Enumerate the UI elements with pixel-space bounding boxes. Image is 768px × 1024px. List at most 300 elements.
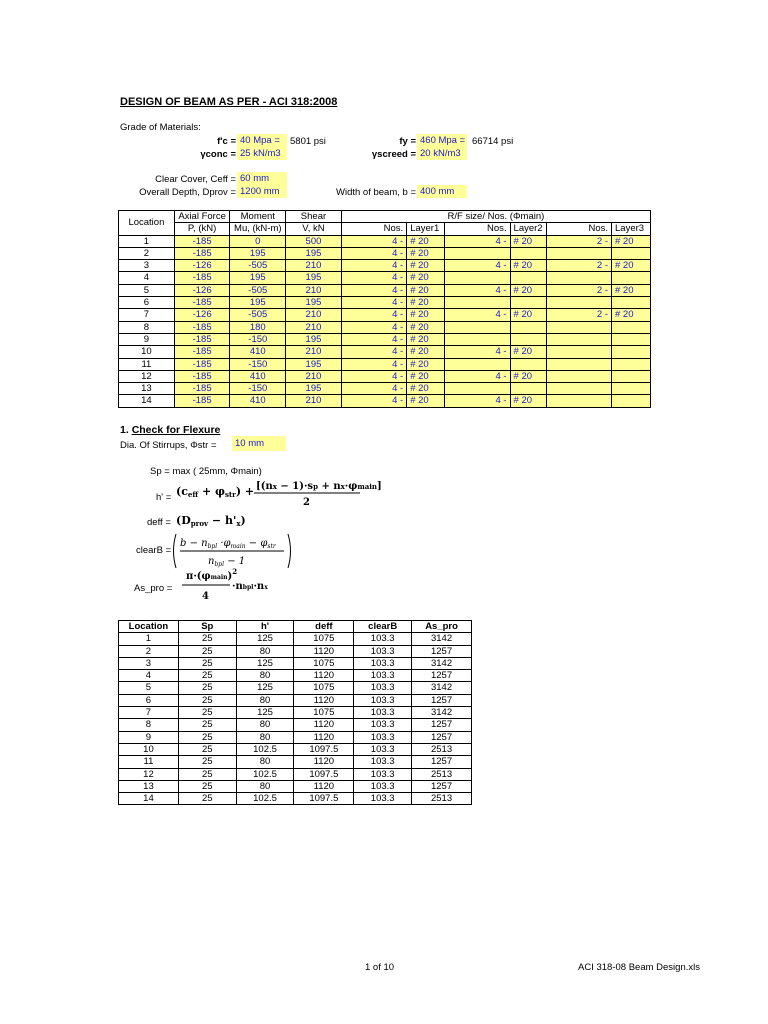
table-cell: # 20: [510, 260, 546, 272]
load-table: [118, 210, 651, 408]
table-cell: 2513: [412, 768, 472, 780]
table-cell: # 20: [407, 358, 445, 370]
table-cell: 80: [236, 731, 294, 743]
header-axial-unit: P, (kN): [174, 223, 230, 235]
table-cell: 3142: [412, 707, 472, 719]
table-cell: 1257: [412, 756, 472, 768]
table-cell: -126: [174, 309, 230, 321]
table-cell: 125: [236, 633, 294, 645]
table-cell: 80: [236, 719, 294, 731]
table-cell: 5: [119, 682, 179, 694]
table-cell: 1: [119, 235, 175, 247]
table-row: [119, 682, 472, 694]
table-cell: # 20: [612, 284, 651, 296]
table-cell: 8: [119, 719, 179, 731]
table-cell: 0: [230, 235, 286, 247]
table-row: [119, 358, 651, 370]
cover-label: Clear Cover, Ceff =: [155, 174, 236, 185]
table-cell: 4 -: [341, 272, 406, 284]
table-cell: # 20: [407, 260, 445, 272]
table-cell: 4 -: [445, 260, 510, 272]
depth-value: 1200 mm: [237, 185, 287, 198]
table-cell: # 20: [510, 235, 546, 247]
table-row: [119, 694, 472, 706]
table-cell: 125: [236, 707, 294, 719]
table-row: [119, 670, 472, 682]
fy-label: fy =: [399, 136, 416, 147]
table-cell: [445, 247, 510, 259]
t2-header-clearb: clearB: [354, 621, 412, 633]
table-cell: 195: [230, 272, 286, 284]
table-cell: # 20: [407, 247, 445, 259]
table-cell: 1257: [412, 780, 472, 792]
table-cell: 1120: [294, 670, 354, 682]
table-cell: 103.3: [354, 645, 412, 657]
table-row: [119, 780, 472, 792]
table-cell: 1075: [294, 657, 354, 669]
table-cell: 80: [236, 780, 294, 792]
table-cell: -185: [174, 321, 230, 333]
table-cell: [510, 321, 546, 333]
table-cell: -150: [230, 333, 286, 345]
table-cell: 9: [119, 731, 179, 743]
table-cell: 4 -: [341, 297, 406, 309]
table-cell: 103.3: [354, 707, 412, 719]
stirrup-value: 10 mm: [232, 436, 286, 451]
table-cell: 500: [286, 235, 342, 247]
gamma-conc-value: 25 kN/m3: [237, 147, 287, 160]
table-cell: 2513: [412, 743, 472, 755]
table-cell: [546, 333, 611, 345]
table-cell: 1120: [294, 756, 354, 768]
width-label: Width of beam, b =: [336, 187, 416, 198]
table-cell: # 20: [510, 370, 546, 382]
table-cell: 103.3: [354, 694, 412, 706]
depth-label: Overall Depth, Dprov =: [139, 187, 236, 198]
table-cell: 25: [178, 731, 236, 743]
table-cell: 25: [178, 657, 236, 669]
table-cell: [612, 395, 651, 407]
gamma-screed-value: 20 kN/m3: [417, 147, 467, 160]
table-cell: 1075: [294, 707, 354, 719]
table-row: [119, 731, 472, 743]
table-cell: 102.5: [236, 768, 294, 780]
table-cell: [612, 346, 651, 358]
table-cell: 13: [119, 383, 175, 395]
table-cell: -126: [174, 260, 230, 272]
flexure-table: [118, 620, 472, 805]
table-cell: 1120: [294, 645, 354, 657]
table-cell: 10: [119, 743, 179, 755]
table-cell: 125: [236, 657, 294, 669]
table-cell: [546, 297, 611, 309]
table-cell: [546, 395, 611, 407]
table-cell: [612, 297, 651, 309]
table-cell: 25: [178, 743, 236, 755]
aspro-formula: [174, 566, 284, 606]
table-cell: 25: [178, 768, 236, 780]
t2-header-aspro: As_pro: [412, 621, 472, 633]
table-cell: 195: [286, 247, 342, 259]
table-cell: -185: [174, 358, 230, 370]
table-cell: -150: [230, 358, 286, 370]
table-cell: 4 -: [341, 383, 406, 395]
table-cell: -505: [230, 260, 286, 272]
table-cell: 4 -: [341, 333, 406, 345]
table-cell: -185: [174, 235, 230, 247]
table-cell: 3142: [412, 682, 472, 694]
t2-header-sp: Sp: [178, 621, 236, 633]
table-cell: [612, 247, 651, 259]
table-row: [119, 346, 651, 358]
header-moment: Moment: [230, 211, 286, 223]
table-cell: 103.3: [354, 768, 412, 780]
table-row: [119, 743, 472, 755]
header-rf: R/F size/ Nos. (Φmain): [341, 211, 650, 223]
table-cell: 1257: [412, 670, 472, 682]
table-cell: 103.3: [354, 731, 412, 743]
table-row: [119, 383, 651, 395]
table-cell: -185: [174, 247, 230, 259]
fy-value: 460 Mpa =: [417, 134, 467, 147]
table-row: [119, 260, 651, 272]
table-cell: 25: [178, 694, 236, 706]
svg-text:b − nbpl ·φmain − φstr: $b - n_{bpl} \cdot\varphi_{main} - \varphi_{str}$: [180, 538, 276, 550]
table-cell: 4 -: [445, 235, 510, 247]
table-cell: 9: [119, 333, 175, 345]
table-cell: 410: [230, 346, 286, 358]
table-cell: 210: [286, 346, 342, 358]
table-cell: 210: [286, 321, 342, 333]
table-cell: [510, 272, 546, 284]
table-cell: 25: [178, 633, 236, 645]
fc-psi: 5801 psi: [290, 136, 326, 147]
table-cell: 2 -: [546, 235, 611, 247]
table-cell: # 20: [407, 370, 445, 382]
table-row: [119, 645, 472, 657]
table-cell: -185: [174, 297, 230, 309]
t2-header-location: Location: [119, 621, 179, 633]
table-row: [119, 756, 472, 768]
page-title: DESIGN OF BEAM AS PER - ACI 318:2008: [120, 96, 338, 108]
table-cell: 2 -: [546, 284, 611, 296]
header-shear: Shear: [286, 211, 342, 223]
table-cell: -126: [174, 284, 230, 296]
table-row: [119, 633, 472, 645]
table-cell: 80: [236, 694, 294, 706]
table-cell: 25: [178, 719, 236, 731]
stirrup-label: Dia. Of Stirrups, Φstr =: [120, 440, 217, 451]
svg-text:(ceff + φstr) +: (ceff + φstr) +: [176, 485, 255, 499]
header-layer2: Layer2: [510, 223, 546, 235]
table-cell: [546, 383, 611, 395]
table-cell: 103.3: [354, 633, 412, 645]
table-cell: 180: [230, 321, 286, 333]
sp-formula: Sp = max ( 25mm, Φmain): [150, 466, 262, 477]
table-cell: # 20: [407, 309, 445, 321]
table-cell: 1257: [412, 719, 472, 731]
table-cell: 102.5: [236, 793, 294, 805]
table-cell: [510, 383, 546, 395]
table-cell: 4 -: [341, 321, 406, 333]
svg-text:2: 2: [303, 497, 310, 508]
header-nos-1: Nos.: [341, 223, 406, 235]
table-cell: 1120: [294, 719, 354, 731]
table-cell: 2 -: [546, 309, 611, 321]
table-cell: 10: [119, 346, 175, 358]
table-cell: -185: [174, 272, 230, 284]
gamma-screed-label: γscreed =: [371, 149, 416, 160]
fc-value: 40 Mpa =: [237, 134, 287, 147]
table-cell: 4 -: [445, 309, 510, 321]
table-cell: # 20: [407, 333, 445, 345]
table-cell: -505: [230, 284, 286, 296]
table-cell: 210: [286, 395, 342, 407]
table-cell: 12: [119, 370, 175, 382]
table-cell: 103.3: [354, 682, 412, 694]
table-cell: 12: [119, 768, 179, 780]
table-row: [119, 707, 472, 719]
table-cell: -185: [174, 395, 230, 407]
table-cell: 210: [286, 284, 342, 296]
table-cell: 1097.5: [294, 768, 354, 780]
header-nos-2: Nos.: [445, 223, 510, 235]
aspro-label: As_pro =: [134, 583, 173, 594]
table-cell: 4 -: [341, 247, 406, 259]
svg-text:4: 4: [202, 591, 209, 602]
table-cell: 1257: [412, 645, 472, 657]
table-cell: 5: [119, 284, 175, 296]
table-cell: 1120: [294, 780, 354, 792]
table-cell: # 20: [407, 321, 445, 333]
table-cell: 2513: [412, 793, 472, 805]
table-cell: 14: [119, 395, 175, 407]
table-cell: [510, 358, 546, 370]
table-cell: 1257: [412, 694, 472, 706]
table-row: [119, 333, 651, 345]
table-cell: 1120: [294, 694, 354, 706]
table-cell: -505: [230, 309, 286, 321]
table-cell: 195: [286, 358, 342, 370]
table-cell: # 20: [510, 346, 546, 358]
header-axial: Axial Force: [174, 211, 230, 223]
table-cell: # 20: [407, 235, 445, 247]
table-cell: 195: [230, 297, 286, 309]
table-cell: 195: [230, 247, 286, 259]
table-cell: 4 -: [341, 346, 406, 358]
table-cell: # 20: [612, 235, 651, 247]
table-cell: 11: [119, 358, 175, 370]
table-cell: 195: [286, 333, 342, 345]
table-cell: 2 -: [546, 260, 611, 272]
table-cell: 1: [119, 633, 179, 645]
header-moment-unit: Mu, (kN-m): [230, 223, 286, 235]
h-formula: [174, 478, 382, 512]
table-cell: 3: [119, 260, 175, 272]
file-name: ACI 318-08 Beam Design.xls: [578, 962, 700, 973]
deff-formula: [174, 510, 264, 530]
t2-header-h: h': [236, 621, 294, 633]
table-cell: 1120: [294, 731, 354, 743]
table-cell: 7: [119, 309, 175, 321]
deff-label: deff =: [147, 517, 171, 528]
table-cell: 1075: [294, 633, 354, 645]
table-cell: 80: [236, 670, 294, 682]
table-cell: [510, 247, 546, 259]
table-cell: [445, 333, 510, 345]
table-row: [119, 793, 472, 805]
table-row: [119, 235, 651, 247]
table-cell: -185: [174, 333, 230, 345]
table-cell: 410: [230, 370, 286, 382]
table-cell: # 20: [407, 395, 445, 407]
table-cell: [445, 297, 510, 309]
materials-heading: Grade of Materials:: [120, 122, 201, 133]
table-cell: 103.3: [354, 743, 412, 755]
table-cell: -150: [230, 383, 286, 395]
table-cell: 4 -: [341, 370, 406, 382]
table-cell: 195: [286, 272, 342, 284]
table-cell: # 20: [612, 260, 651, 272]
table-row: [119, 247, 651, 259]
table-cell: 11: [119, 756, 179, 768]
table-row: [119, 719, 472, 731]
table-row: [119, 370, 651, 382]
clearb-label: clearB =: [136, 545, 172, 556]
table-cell: 6: [119, 297, 175, 309]
table-cell: 2: [119, 645, 179, 657]
table-cell: 25: [178, 670, 236, 682]
cover-value: 60 mm: [237, 172, 287, 185]
table-cell: # 20: [407, 346, 445, 358]
gamma-conc-label: γconc =: [200, 149, 236, 160]
fy-psi: 66714 psi: [472, 136, 514, 147]
h-label: h' =: [156, 492, 172, 503]
table-cell: 4 -: [341, 235, 406, 247]
table-cell: 102.5: [236, 743, 294, 755]
table-cell: 25: [178, 780, 236, 792]
table-cell: # 20: [407, 272, 445, 284]
table-cell: 4 -: [341, 309, 406, 321]
fc-label: f'c =: [217, 136, 236, 147]
table-cell: 103.3: [354, 756, 412, 768]
table-cell: # 20: [510, 309, 546, 321]
table-cell: 6: [119, 694, 179, 706]
table-cell: [612, 333, 651, 345]
table-row: [119, 321, 651, 333]
table-cell: [445, 272, 510, 284]
svg-text:[(nx − 1)·sp + nx·φmain]: [(nx − 1)·sp + nx·φmain]: [256, 481, 382, 492]
table-cell: 3: [119, 657, 179, 669]
table-cell: # 20: [510, 395, 546, 407]
table-cell: 4: [119, 670, 179, 682]
table-row: [119, 768, 472, 780]
table-cell: 103.3: [354, 780, 412, 792]
table-cell: [445, 358, 510, 370]
table-cell: 4 -: [445, 370, 510, 382]
table-cell: 1075: [294, 682, 354, 694]
table-cell: 103.3: [354, 670, 412, 682]
table-cell: 3142: [412, 657, 472, 669]
table-row: [119, 395, 651, 407]
table-cell: # 20: [510, 284, 546, 296]
table-cell: 103.3: [354, 793, 412, 805]
svg-text:(Dprov − h'x): (Dprov − h'x): [176, 514, 246, 528]
table-cell: 4 -: [445, 346, 510, 358]
table-cell: 1097.5: [294, 743, 354, 755]
table-cell: [546, 272, 611, 284]
table-cell: 195: [286, 383, 342, 395]
svg-text:·nbpl·nx: ·nbpl·nx: [232, 581, 268, 592]
table-cell: -185: [174, 383, 230, 395]
table-row: [119, 272, 651, 284]
table-cell: 125: [236, 682, 294, 694]
table-row: [119, 284, 651, 296]
table-cell: 103.3: [354, 657, 412, 669]
table-cell: [546, 247, 611, 259]
table-cell: 25: [178, 707, 236, 719]
table-cell: [612, 358, 651, 370]
table-cell: 4 -: [341, 358, 406, 370]
table-cell: 4 -: [445, 284, 510, 296]
table-cell: [612, 370, 651, 382]
table-cell: 25: [178, 645, 236, 657]
table-cell: 2: [119, 247, 175, 259]
table-cell: 195: [286, 297, 342, 309]
table-cell: [445, 383, 510, 395]
section-heading: 1. Check for Flexure: [120, 424, 221, 436]
table-cell: [445, 321, 510, 333]
table-cell: # 20: [407, 383, 445, 395]
width-value: 400 mm: [417, 185, 467, 198]
table-cell: [510, 333, 546, 345]
table-cell: [612, 321, 651, 333]
table-cell: -185: [174, 346, 230, 358]
svg-text:nbpl − 1: $n_{bpl} - 1$: [208, 556, 246, 568]
svg-text:π·(φmain)2: π·(φmain)$^2$: [186, 567, 238, 582]
table-cell: 410: [230, 395, 286, 407]
table-cell: 25: [178, 682, 236, 694]
table-cell: [546, 370, 611, 382]
table-cell: 3142: [412, 633, 472, 645]
table-cell: [510, 297, 546, 309]
table-cell: -185: [174, 370, 230, 382]
table-cell: # 20: [407, 297, 445, 309]
table-cell: # 20: [407, 284, 445, 296]
table-cell: 4 -: [445, 395, 510, 407]
table-cell: [612, 272, 651, 284]
table-cell: 4: [119, 272, 175, 284]
header-nos-3: Nos.: [546, 223, 611, 235]
table-cell: 103.3: [354, 719, 412, 731]
table-cell: [546, 346, 611, 358]
table-cell: 8: [119, 321, 175, 333]
table-cell: 210: [286, 260, 342, 272]
table-cell: [546, 358, 611, 370]
table-row: [119, 657, 472, 669]
header-location: Location: [119, 211, 175, 236]
table-cell: 4 -: [341, 284, 406, 296]
table-cell: 14: [119, 793, 179, 805]
table-cell: 80: [236, 645, 294, 657]
header-layer3: Layer3: [612, 223, 651, 235]
table-cell: 80: [236, 756, 294, 768]
table-cell: [546, 321, 611, 333]
table-cell: 25: [178, 756, 236, 768]
header-layer1: Layer1: [407, 223, 445, 235]
table-cell: 4 -: [341, 260, 406, 272]
table-row: [119, 309, 651, 321]
